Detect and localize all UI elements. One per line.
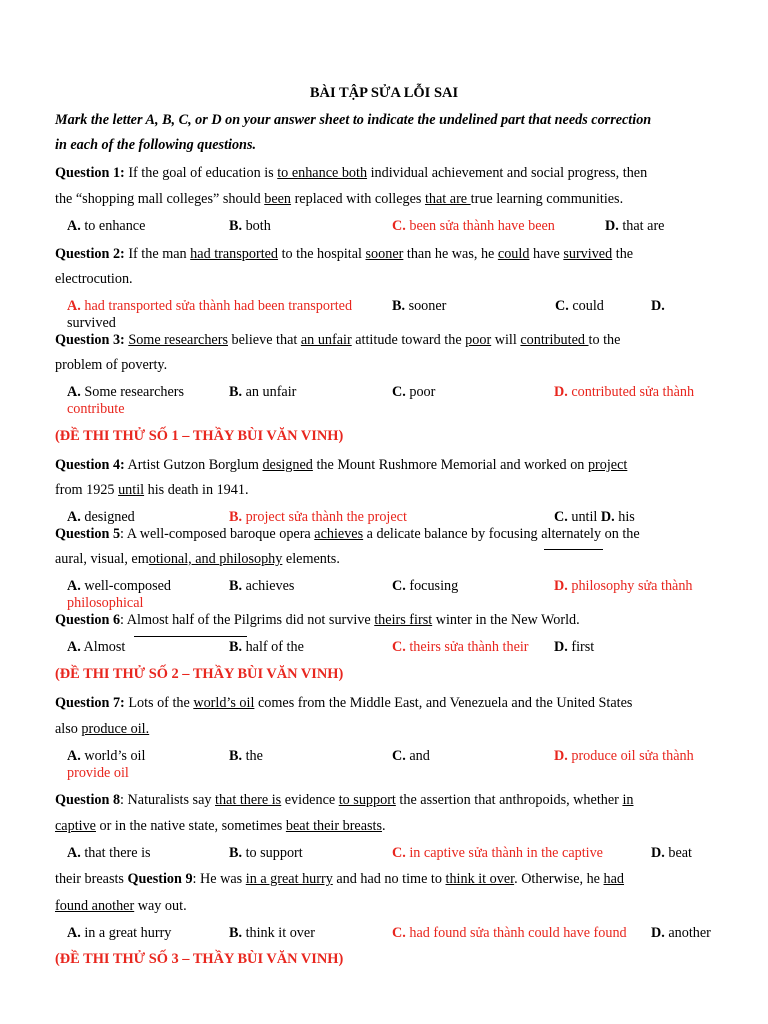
question-7-line-2: also produce oil. — [55, 721, 150, 737]
section-heading-1: (ĐỀ THI THỬ SỐ 1 – THẦY BÙI VĂN VINH) — [55, 428, 344, 444]
q8-option-a[interactable]: A. that there is — [67, 845, 151, 861]
q7-option-a[interactable]: A. world’s oil — [67, 748, 146, 764]
question-9-line-1: their breasts Question 9: He was in a great hurry and had no time to think it over. Otherwise, he had — [55, 871, 625, 887]
question-5-line-2: aural, visual, emotional, and philosophy elements. — [55, 551, 340, 567]
q6-option-c-answer[interactable]: C. theirs sửa thành their — [392, 639, 529, 655]
underlined-part: theirs first — [374, 612, 433, 628]
q2-option-d[interactable]: D. — [651, 298, 665, 314]
q2-option-c[interactable]: C. could — [555, 298, 604, 314]
underlined-part: designed — [262, 457, 313, 473]
q1-option-c-answer[interactable]: C. been sửa thành have been — [392, 218, 555, 234]
underlined-part: sooner — [365, 246, 404, 262]
question-3-line-1: Question 3: Some researchers believe that an unfair attitude toward the poor will contributed to the — [55, 332, 621, 348]
q8-option-c-answer[interactable]: C. in captive sửa thành in the captive — [392, 845, 603, 861]
underlined-part: Some researchers — [128, 332, 228, 348]
underlined-part: philosophy — [219, 551, 283, 567]
underlined-part: found another — [55, 898, 135, 914]
section-heading-2: (ĐỀ THI THỬ SỐ 2 – THẦY BÙI VĂN VINH) — [55, 666, 344, 682]
underlined-part: poor — [465, 332, 492, 348]
q7-option-d-answer[interactable]: D. produce oil sửa thành — [554, 748, 694, 764]
page-title: BÀI TẬP SỬA LỖI SAI — [309, 85, 459, 101]
q7-option-c[interactable]: C. and — [392, 748, 430, 764]
underlined-part: focusing — [488, 526, 538, 542]
q2-option-b[interactable]: B. sooner — [392, 298, 447, 314]
underlined-part: to enhance both — [277, 165, 368, 181]
underlined-part: had — [603, 871, 625, 887]
q1-option-d[interactable]: D. that are — [605, 218, 665, 234]
underlined-part: in a great hurry — [245, 871, 333, 887]
underlined-part: captive — [55, 818, 96, 834]
q5-option-a[interactable]: A. well-composed — [67, 578, 172, 594]
underline-rule — [134, 636, 247, 637]
q8-option-d[interactable]: D. beat — [651, 845, 692, 861]
instruction-line-2: in each of the following questions. — [55, 137, 257, 153]
question-9-line-2: found another way out. — [55, 898, 187, 914]
q4-option-b-answer[interactable]: B. project sửa thành the project — [229, 509, 407, 525]
question-2-line-2: electrocution. — [55, 271, 133, 287]
underlined-part: until — [118, 482, 145, 498]
q6-option-b[interactable]: B. half of the — [229, 639, 304, 655]
q3-option-d-answer-cont: contribute — [67, 401, 125, 417]
underlined-part: contributed — [520, 332, 589, 348]
q3-option-d-answer[interactable]: D. contributed sửa thành — [554, 384, 695, 400]
underlined-part: been — [264, 191, 292, 207]
underlined-part: survived — [563, 246, 613, 262]
underlined-part: an unfair — [300, 332, 352, 348]
question-label: Question 1: — [55, 165, 125, 181]
question-3-line-2: problem of poverty. — [55, 357, 168, 373]
q3-option-c[interactable]: C. poor — [392, 384, 436, 400]
underlined-part: that are — [424, 191, 471, 207]
question-4-line-1: Question 4: Artist Gutzon Borglum designed the Mount Rushmore Memorial and worked on project — [55, 457, 628, 473]
underlined-part: that there is — [215, 792, 282, 808]
q2-option-a-answer[interactable]: A. had transported sửa thành had been transported — [67, 298, 353, 314]
underlined-part: had transported — [190, 246, 279, 262]
q5-option-d-answer[interactable]: D. philosophy sửa thành — [554, 578, 693, 594]
question-1-line-1: Question 1: If the goal of education is to enhance both individual achievement and social progress, then — [55, 165, 648, 181]
q9-option-d[interactable]: D. another — [651, 925, 711, 941]
q9-option-c-answer[interactable]: C. had found sửa thành could have found — [392, 925, 627, 941]
q7-option-b[interactable]: B. the — [229, 748, 263, 764]
q2-option-d-text: survived — [67, 315, 116, 331]
underlined-part: beat their breasts — [285, 818, 383, 834]
section-heading-3: (ĐỀ THI THỬ SỐ 3 – THẦY BÙI VĂN VINH) — [55, 951, 344, 967]
q1-option-a[interactable]: A. to enhance — [67, 218, 146, 234]
q6-option-a[interactable]: A. Almost — [67, 639, 126, 655]
question-8-line-2: captive or in the native state, sometimes beat their breasts. — [55, 818, 386, 834]
question-7-line-1: Question 7: Lots of the world’s oil comes from the Middle East, and Venezuela and the United States — [55, 695, 633, 711]
q7-option-d-answer-cont: provide oil — [67, 765, 129, 781]
q5-option-c[interactable]: C. focusing — [392, 578, 459, 594]
q4-option-c-d[interactable]: C. until D. his — [554, 509, 635, 525]
question-6-line-1: Question 6: Almost half of the Pilgrims did not survive theirs first winter in the New World. — [55, 612, 580, 628]
q9-option-b[interactable]: B. think it over — [229, 925, 315, 941]
underlined-part: to support — [338, 792, 396, 808]
question-1-line-2: the “shopping mall colleges” should been replaced with colleges that are true learning communities. — [55, 191, 624, 207]
underline-rule — [544, 549, 603, 550]
q3-option-a[interactable]: A. Some researchers — [67, 384, 185, 400]
q8-option-b[interactable]: B. to support — [229, 845, 303, 861]
underlined-part: think it over — [445, 871, 515, 887]
question-5-line-1: Question 5: A well-composed baroque opera achieves a delicate balance by focusing alternately on the — [55, 526, 640, 542]
underlined-part: project — [587, 457, 628, 473]
q3-option-b[interactable]: B. an unfair — [229, 384, 297, 400]
question-8-line-1: Question 8: Naturalists say that there is evidence to support the assertion that anthropoids, whether in — [55, 792, 634, 808]
underlined-part: produce oil. — [81, 721, 150, 737]
q4-option-a[interactable]: A. designed — [67, 509, 135, 525]
underlined-part: in — [622, 792, 634, 808]
instruction-line-1: Mark the letter A, B, C, or D on your answer sheet to indicate the undelined part that needs correction — [55, 112, 652, 128]
q9-option-a[interactable]: A. in a great hurry — [67, 925, 172, 941]
q6-option-d[interactable]: D. first — [554, 639, 595, 655]
question-2-line-1: Question 2: If the man had transported to the hospital sooner than he was, he could have survived the — [55, 246, 634, 262]
q5-option-d-answer-cont: philosophical — [67, 595, 144, 611]
q1-option-b[interactable]: B. both — [229, 218, 271, 234]
q5-option-b[interactable]: B. achieves — [229, 578, 295, 594]
underlined-part: world’s oil — [193, 695, 255, 711]
underlined-part: could — [497, 246, 530, 262]
question-4-line-2: from 1925 until his death in 1941. — [55, 482, 249, 498]
underlined-part: achieves — [314, 526, 364, 542]
